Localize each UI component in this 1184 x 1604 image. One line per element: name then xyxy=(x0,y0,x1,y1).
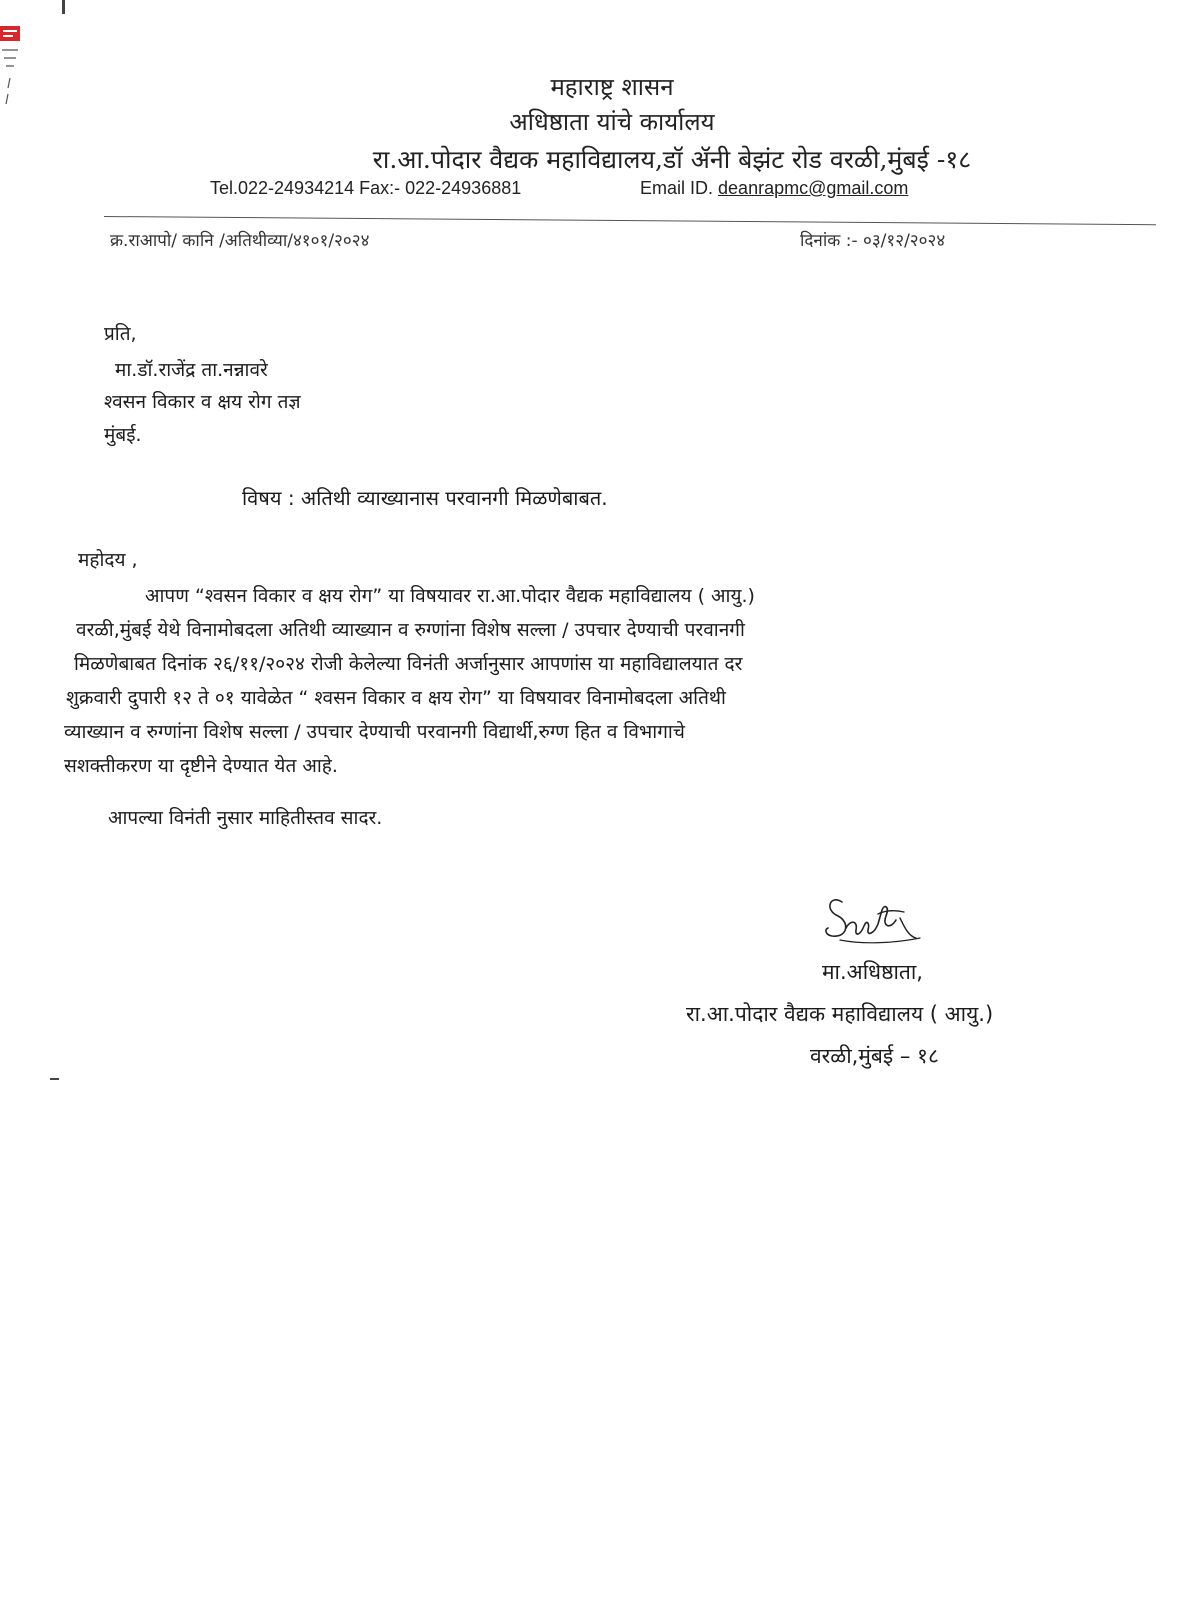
letterhead-divider xyxy=(104,216,1156,225)
letter-date: दिनांक :- ०३/१२/२०२४ xyxy=(800,231,946,251)
body-line: व्याख्यान व रुग्णांना विशेष सल्ला / उपचार देण्याची परवानगी विद्यार्थी,रुग्ण हित व विभागाचे xyxy=(64,721,685,743)
body-line: मिळणेबाबत दिनांक २६/११/२०२४ रोजी केलेल्या विनंती अर्जानुसार आपणांस या महाविद्यालयात दर xyxy=(74,653,743,675)
letterhead-email xyxy=(640,178,908,199)
letterhead-government: महाराष्ट्र शासन xyxy=(550,73,674,101)
scan-dash-mark xyxy=(50,1078,59,1080)
email-label: Email ID. xyxy=(640,178,714,198)
signatory-institution: रा.आ.पोदार वैद्यक महाविद्यालय ( आयु.) xyxy=(686,1002,994,1026)
signatory-title: मा.अधिष्ठाता, xyxy=(822,960,923,984)
body-line: सशक्तीकरण या दृष्टीने देण्यात येत आहे. xyxy=(64,755,338,777)
letterhead-office: अधिष्ठाता यांचे कार्यालय xyxy=(509,108,715,136)
salutation: महोदय , xyxy=(78,549,138,571)
address-line: प्रति, xyxy=(104,323,137,345)
closing-line: आपल्या विनंती नुसार माहितीस्तव सादर. xyxy=(108,807,383,829)
body-line: वरळी,मुंबई येथे विनामोबदला अतिथी व्याख्यान व रुग्णांना विशेष सल्ला / उपचार देण्याची परवानगी xyxy=(76,619,745,641)
letterhead-phone-fax: Tel.022-24934214 Fax:- 022-24936881 xyxy=(210,178,522,198)
scan-edge-mark xyxy=(62,0,65,14)
email-address: deanrapmc@gmail.com xyxy=(718,178,909,198)
body-line: आपण “श्वसन विकार व क्षय रोग” या विषयावर रा.आ.पोदार वैद्यक महाविद्यालय ( आयु.) xyxy=(145,585,755,607)
letterhead-institution-address: रा.आ.पोदार वैद्यक महाविद्यालय,डॉ ॲनी बेझंट रोड वरळी,मुंबई -१८ xyxy=(372,145,972,174)
body-line: शुक्रवारी दुपारी १२ ते ०१ यावेळेत “ श्वसन विकार व क्षय रोग” या विषयावर विनामोबदला अतिथी xyxy=(66,687,726,709)
letter-subject: विषय : अतिथी व्याख्यानास परवानगी मिळणेबाबत. xyxy=(242,486,608,510)
recipient-name: मा.डॉ.राजेंद्र ता.नन्नावरे xyxy=(115,359,268,381)
handwritten-signature xyxy=(820,880,930,950)
recipient-designation: श्वसन विकार व क्षय रोग तज्ञ xyxy=(104,391,301,413)
recipient-city: मुंबई. xyxy=(104,424,142,446)
reference-number: क्र.राआपो/ कानि /अतिथीव्या/४१०१/२०२४ xyxy=(110,231,370,251)
signatory-city: वरळी,मुंबई – १८ xyxy=(810,1044,939,1068)
